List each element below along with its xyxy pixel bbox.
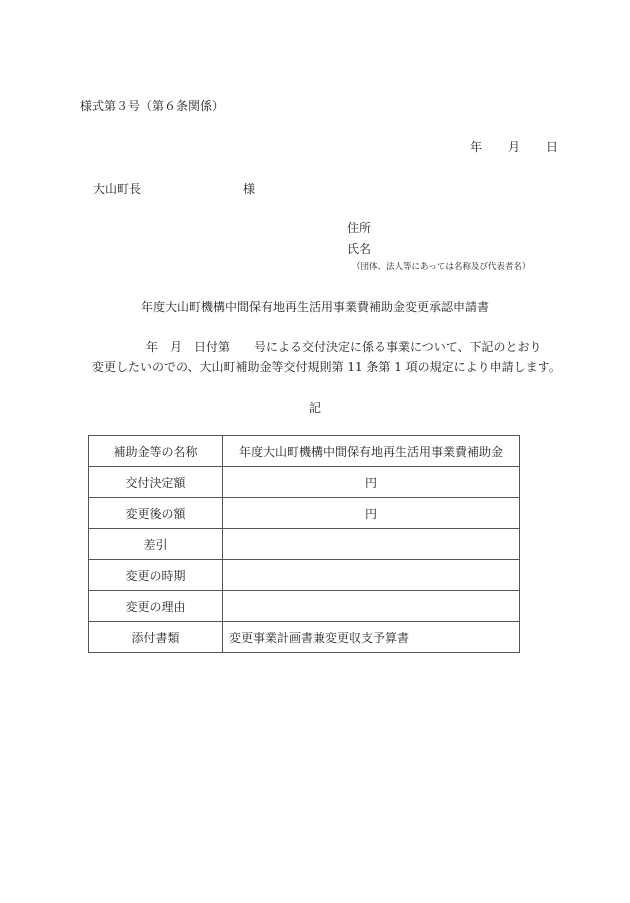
date-day: 日 [546, 140, 559, 154]
row-label: 変更後の額 [89, 498, 223, 529]
row-value[interactable] [223, 591, 520, 622]
table-row [89, 498, 520, 529]
form-number: 様式第３号（第６条関係） [80, 99, 225, 113]
document-title: 年度大山町機構中間保有地再生活用事業費補助金変更承認申請書 [140, 300, 489, 314]
addressee-name: 大山町長 [93, 182, 142, 196]
row-label: 変更の時期 [89, 560, 223, 591]
table-row [89, 436, 520, 467]
row-value[interactable] [223, 529, 520, 560]
table-row [89, 529, 520, 560]
row-value[interactable]: 年度大山町機構中間保有地再生活用事業費補助金 [223, 436, 520, 467]
date-year: 年 [470, 140, 483, 154]
row-label: 変更の理由 [89, 591, 223, 622]
table-row [89, 560, 520, 591]
row-value[interactable] [223, 560, 520, 591]
honorific: 様 [243, 182, 256, 196]
applicant-note: （団体、法人等にあっては名称及び代表者名） [352, 262, 531, 272]
body-line-1: 年 月 日付第 号による交付決定に係る事業について、下記のとおり [146, 340, 542, 354]
date-month: 月 [508, 140, 521, 154]
name-label: 氏名 [347, 242, 372, 256]
row-label: 差引 [89, 529, 223, 560]
address-label: 住所 [347, 221, 372, 235]
date-line [470, 138, 558, 155]
row-value[interactable]: 変更事業計画書兼変更収支予算書 [223, 622, 520, 653]
row-label: 補助金等の名称 [89, 436, 223, 467]
ki-heading: 記 [308, 401, 321, 415]
addressee [93, 180, 256, 197]
row-value[interactable]: 円 [223, 467, 520, 498]
table-row [89, 622, 520, 653]
row-label: 添付書類 [89, 622, 223, 653]
table-row [89, 467, 520, 498]
table-row [89, 591, 520, 622]
row-label: 交付決定額 [89, 467, 223, 498]
details-table [88, 435, 520, 653]
row-value[interactable]: 円 [223, 498, 520, 529]
body-line-2: 変更したいのでの、大山町補助金等交付規則第 11 条第 1 項の規定により申請します。 [92, 360, 561, 374]
